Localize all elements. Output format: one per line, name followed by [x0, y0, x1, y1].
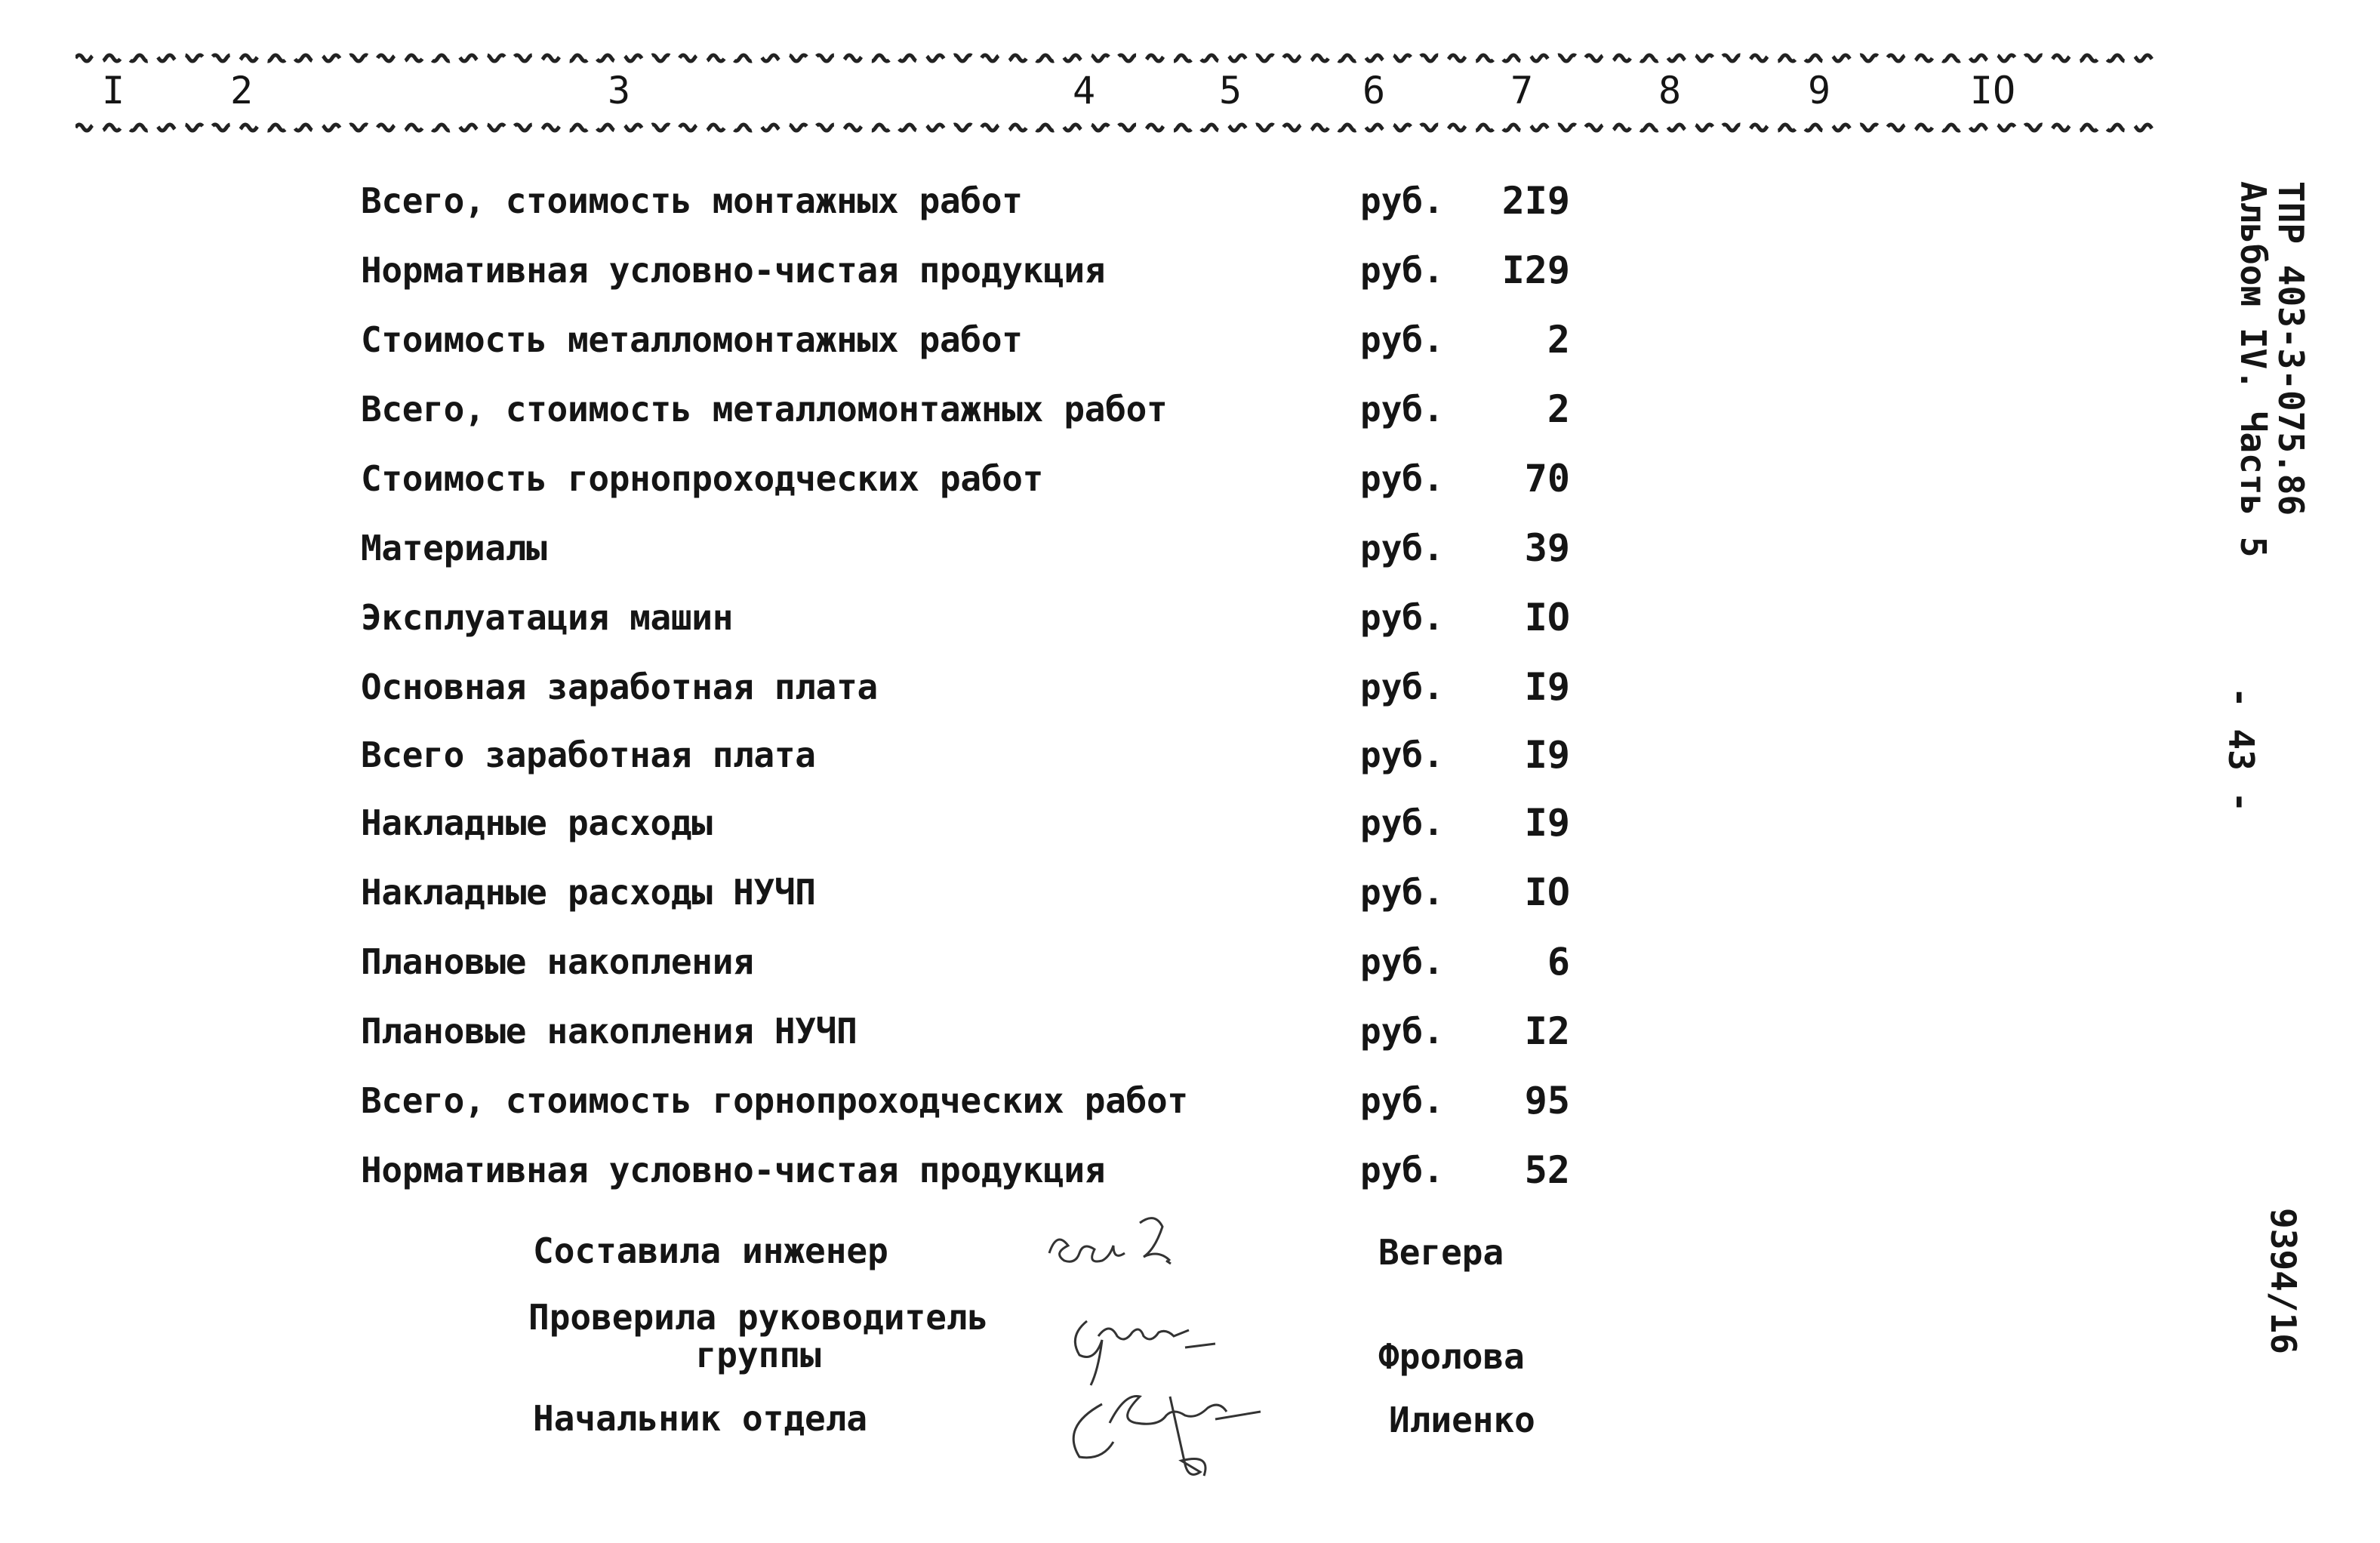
- row-unit: руб.: [1360, 802, 1444, 843]
- row-unit: руб.: [1360, 389, 1444, 430]
- table-row: [0, 858, 1736, 927]
- table-row: [0, 720, 1736, 790]
- row-label: Стоимость металломонтажных работ: [361, 319, 1023, 360]
- checked-by-label: [528, 1298, 988, 1374]
- row-label: Нормативная условно-чистая продукция: [361, 250, 1106, 291]
- column-number: 5: [1218, 69, 1242, 112]
- row-value: 2: [1547, 318, 1570, 362]
- checked-by-name: Фролова: [1378, 1336, 1525, 1377]
- table-row: [0, 583, 1736, 652]
- row-value: 39: [1524, 526, 1570, 570]
- department-head-signature: [1057, 1381, 1298, 1510]
- row-label: Накладные расходы: [361, 802, 713, 843]
- row-unit: руб.: [1360, 1080, 1444, 1121]
- row-unit: руб.: [1360, 735, 1444, 775]
- row-value: 6: [1547, 940, 1570, 984]
- document-code-line1: ТПР 403-3-075.86: [2271, 181, 2311, 516]
- row-value: I2: [1524, 1009, 1570, 1053]
- table-row: [0, 513, 1736, 583]
- row-value: 2I9: [1501, 179, 1570, 223]
- row-label: Основная заработная плата: [361, 667, 878, 707]
- row-unit: руб.: [1360, 180, 1444, 221]
- compiled-by-name: Вегера: [1378, 1232, 1504, 1273]
- table-row: [0, 444, 1736, 513]
- document-code-line2: Альбом IV. Часть 5: [2233, 181, 2274, 558]
- department-head-name: Илиенко: [1389, 1400, 1535, 1440]
- column-number: 6: [1362, 69, 1386, 112]
- row-unit: руб.: [1360, 1011, 1444, 1052]
- column-number: 9: [1807, 69, 1831, 112]
- row-label: Всего заработная плата: [361, 735, 816, 775]
- checked-by-label-line2: группы: [695, 1335, 821, 1375]
- row-label: Эксплуатация машин: [361, 597, 734, 638]
- table-row: [0, 1066, 1736, 1135]
- row-value: I9: [1524, 665, 1570, 709]
- inventory-number: 9394/16: [2263, 1208, 2304, 1354]
- row-label: Нормативная условно-чистая продукция: [361, 1150, 1106, 1190]
- row-unit: руб.: [1360, 458, 1444, 499]
- row-unit: руб.: [1360, 319, 1444, 360]
- row-value: IO: [1524, 870, 1570, 914]
- header-bottom-rule: [75, 119, 2159, 136]
- row-unit: руб.: [1360, 941, 1444, 982]
- row-unit: руб.: [1360, 597, 1444, 638]
- checked-by-label-line1: Проверила руководитель: [528, 1297, 989, 1338]
- column-number: 4: [1072, 69, 1096, 112]
- row-unit: руб.: [1360, 872, 1444, 913]
- table-row: [0, 166, 1736, 236]
- column-number: 7: [1510, 69, 1534, 112]
- table-row: [0, 652, 1736, 722]
- row-label: Всего, стоимость металломонтажных работ: [361, 389, 1168, 430]
- row-value: I9: [1524, 801, 1570, 845]
- row-value: I9: [1524, 733, 1570, 777]
- column-number: 3: [607, 69, 631, 112]
- row-value: 52: [1524, 1148, 1570, 1192]
- row-value: IO: [1524, 596, 1570, 639]
- table-row: [0, 305, 1736, 374]
- checked-by-signature: [1064, 1306, 1245, 1389]
- row-value: I29: [1501, 248, 1570, 292]
- column-number: 2: [229, 69, 254, 112]
- department-head-label: Начальник отдела: [533, 1398, 868, 1439]
- table-row: [0, 996, 1736, 1066]
- row-value: 70: [1524, 457, 1570, 500]
- table-row: [0, 788, 1736, 858]
- row-unit: руб.: [1360, 250, 1444, 291]
- document-code: [2234, 181, 2310, 558]
- compiled-by-label: Составила инженер: [533, 1230, 888, 1271]
- table-row: [0, 1135, 1736, 1205]
- column-number: IO: [1969, 69, 2016, 112]
- table-row: [0, 927, 1736, 996]
- header-top-rule: [75, 50, 2159, 66]
- row-label: Всего, стоимость монтажных работ: [361, 180, 1023, 221]
- column-number: I: [101, 69, 125, 112]
- row-unit: руб.: [1360, 1150, 1444, 1190]
- row-label: Накладные расходы НУЧП: [361, 872, 816, 913]
- row-value: 95: [1524, 1079, 1570, 1123]
- row-label: Стоимость горнопроходческих работ: [361, 458, 1044, 499]
- row-label: Всего, стоимость горнопроходческих работ: [361, 1080, 1188, 1121]
- table-row: [0, 374, 1736, 444]
- row-label: Плановые накопления НУЧП: [361, 1011, 857, 1052]
- row-label: Плановые накопления: [361, 941, 754, 982]
- row-unit: руб.: [1360, 528, 1444, 568]
- row-value: 2: [1547, 387, 1570, 431]
- page-number: - 43 -: [2221, 687, 2261, 813]
- compiled-by-signature: [1042, 1208, 1208, 1276]
- table-row: [0, 236, 1736, 305]
- column-number: 8: [1658, 69, 1682, 112]
- row-unit: руб.: [1360, 667, 1444, 707]
- row-label: Материалы: [361, 528, 547, 568]
